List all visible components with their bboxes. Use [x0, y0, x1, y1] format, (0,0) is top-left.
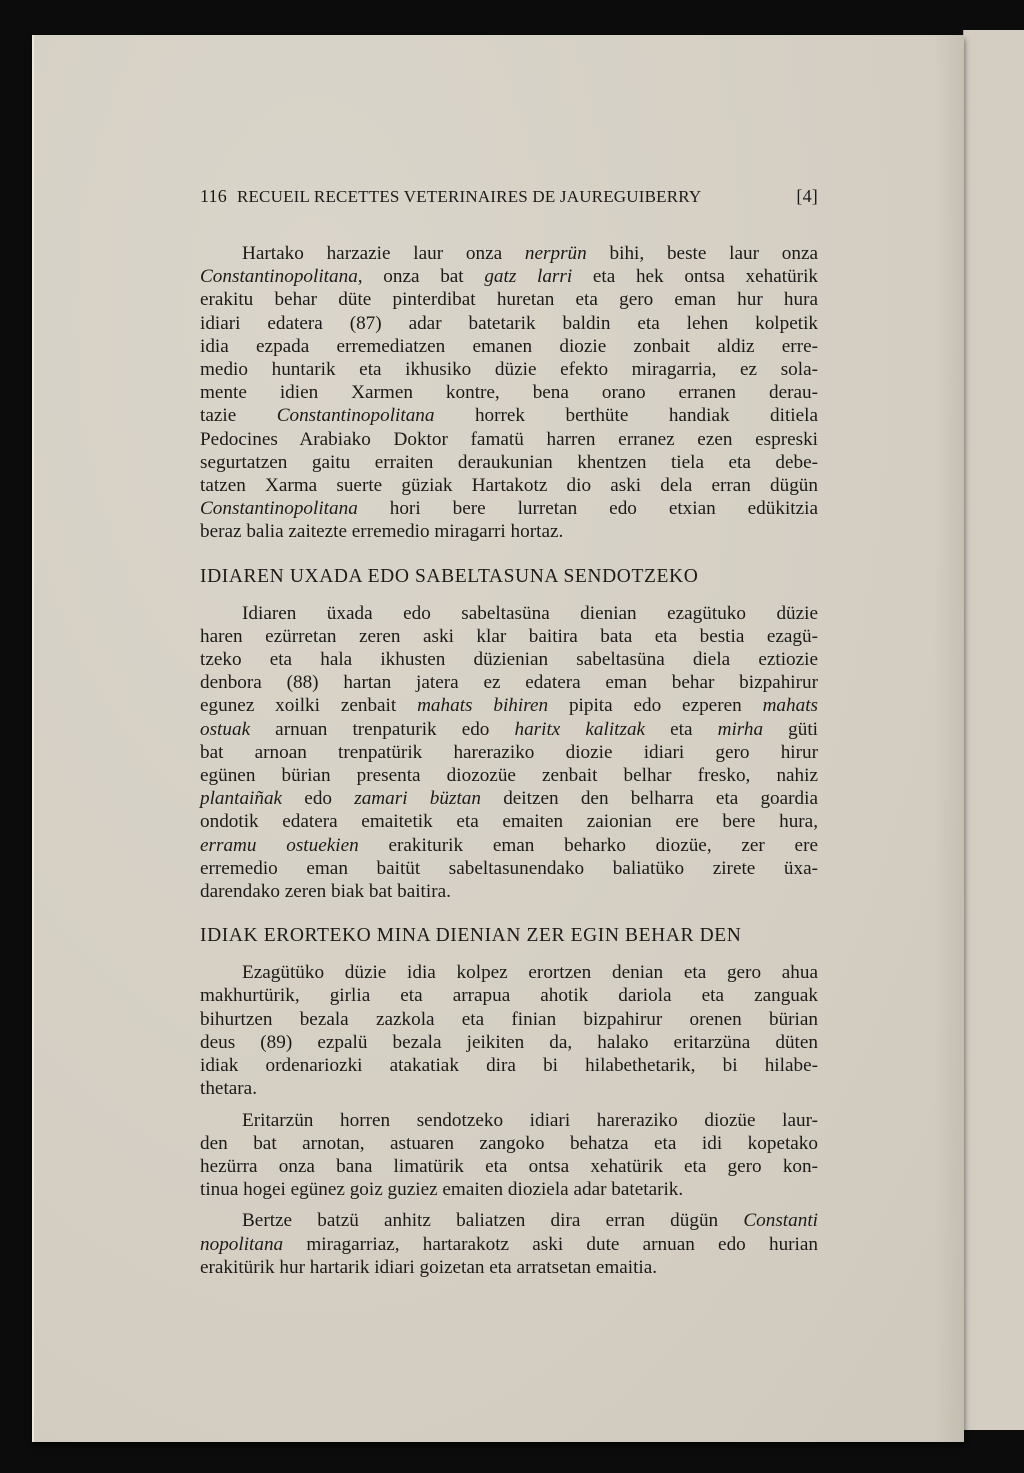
italic-term: mirha — [717, 718, 764, 740]
section-heading-2: IDIAK ERORTEKO MINA DIENIAN ZER EGIN BEHAR DEN — [200, 925, 742, 947]
text-block — [200, 186, 818, 1279]
italic-term: nopolitana — [200, 1233, 284, 1255]
gutter-shadow — [934, 35, 964, 1442]
text-line: Idiaren üxada edo sabeltasüna dienian ezagütuko düzie — [242, 602, 818, 624]
text-line: haren ezürretan zeren aski klar baitira bata eta bestia ezagü- — [200, 625, 818, 647]
text-line: ostuak arnuan trenpaturik edo haritx kalitzak eta mirha güti — [200, 718, 819, 740]
text-line: tatzen Xarma suerte güziak Hartakotz dio aski dela erran dügün — [200, 475, 818, 497]
text-line: thetara. — [200, 1078, 257, 1100]
text-line: tzeko eta hala ikhusten düzienian sabeltasüna diela eztiozie — [200, 649, 818, 671]
section-2-body — [200, 961, 818, 1279]
text-line: tinua hogei egünez goiz guziez emaiten dioziela adar batetarik. — [200, 1179, 684, 1201]
text-line: bat arnoan trenpatürik hareraziko diozie idiari gero hirur — [200, 741, 818, 763]
paragraph — [200, 1209, 818, 1279]
text-line: bihurtzen bezala zazkola eta finian bizpahirur orenen bürian — [200, 1008, 818, 1030]
text-line: erakitu behar düte pinterdibat huretan eta gero eman hur hura — [200, 289, 818, 311]
text-line: idiak ordenariozki atakatiak dira bi hilabethetarik, bi hilabe- — [200, 1055, 818, 1077]
text-line: nopolitana miragarriaz, hartarakotz aski dute arnuan edo hurian — [200, 1233, 818, 1255]
text-line: medio huntarik eta ikhusiko düzie efekto miragarria, ez sola- — [200, 359, 818, 381]
text-line: Bertze batzü anhitz baliatzen dira erran dügün Constanti — [242, 1210, 818, 1232]
section-heading-1: IDIAREN UXADA EDO SABELTASUNA SENDOTZEKO — [200, 565, 699, 587]
text-line: hezürra onza bana limatürik eta ontsa xehatürik eta gero kon- — [200, 1155, 818, 1177]
text-line: makhurtürik, girlia eta arrapua ahotik dariola eta zanguak — [200, 985, 818, 1007]
italic-term: Constanti — [743, 1210, 818, 1232]
page-number: 116 — [200, 186, 227, 206]
paragraph — [200, 1109, 818, 1202]
text-line: Pedocines Arabiako Doktor famatü harren erranez ezen espreski — [200, 428, 818, 450]
text-line: plantaiñak edo zamari büztan deitzen den belharra eta goardia — [200, 788, 818, 810]
italic-term: Constantinopolitana — [276, 405, 435, 427]
text-line: Ezagütüko düzie idia kolpez erortzen denian eta gero ahua — [242, 962, 818, 984]
text-line: mente idien Xarmen kontre, bena orano erranen derau- — [200, 382, 818, 404]
italic-term: Constantinopolitana — [200, 266, 358, 288]
facing-page-edge — [963, 30, 1024, 1430]
italic-term: mahats — [762, 695, 818, 717]
paragraph — [200, 602, 818, 904]
text-line: erremedio eman baitüt sabeltasunendako baliatüko zirete üxa- — [200, 857, 818, 879]
italic-term: haritx kalitzak — [514, 718, 646, 740]
text-line: tazie Constantinopolitana horrek berthüte handiak ditiela — [200, 405, 818, 427]
text-line: erakitürik hur hartarik idiari goizetan eta arratsetan emaitia. — [200, 1256, 658, 1278]
text-line: deus (89) ezpalü bezala jeikiten da, halako eritarzüna düten — [200, 1031, 818, 1053]
text-line: darendako zeren biak bat baitira. — [200, 881, 451, 903]
text-line: idiari edatera (87) adar batetarik baldin eta lehen kolpetik — [200, 312, 818, 334]
italic-term: ostuak — [200, 718, 251, 740]
section-number: [4] — [796, 186, 818, 206]
italic-term: zamari büztan — [354, 788, 481, 810]
text-line: Hartako harzazie laur onza nerprün bihi, beste laur onza — [242, 243, 819, 264]
text-line: Constantinopolitana hori bere lurretan edo etxian edükitzia — [200, 498, 818, 520]
paragraph — [200, 961, 818, 1100]
text-line: egunez xoilki zenbait mahats bihiren pipita edo ezperen mahats — [200, 695, 818, 717]
italic-term: erramu ostuekien — [200, 834, 359, 856]
text-line: den bat arnotan, astuaren zangoko behatza eta idi kopetako — [200, 1132, 818, 1154]
running-title: RECUEIL RECETTES VETERINAIRES DE JAUREGUIBERRY — [236, 187, 702, 206]
italic-term: mahats bihiren — [417, 695, 549, 717]
text-line: segurtatzen gaitu erraiten deraukunian khentzen tiela eta debe- — [200, 451, 818, 473]
text-line: erramu ostuekien erakiturik eman beharko diozüe, zer ere — [200, 834, 818, 856]
italic-term: Constantinopolitana — [200, 498, 358, 520]
text-line: beraz balia zaitezte erremedio miragarri hortaz. — [200, 521, 564, 543]
section-1-body — [200, 602, 818, 904]
text-line: ondotik edatera emaitetik eta emaiten zaionian ere bere hura, — [200, 811, 818, 833]
intro-paragraph — [200, 242, 818, 544]
text-line: Constantinopolitana, onza bat gatz larri eta hek ontsa xehatürik — [200, 266, 818, 288]
text-line: denbora (88) hartan jatera ez edatera eman behar bizpahirur — [200, 672, 818, 694]
running-head — [200, 186, 818, 220]
text-line: egünen bürian presenta diozozüe zenbait belhar fresko, nahiz — [200, 765, 818, 787]
text-line: idia ezpada erremediatzen emanen diozie zonbait aldiz erre- — [200, 335, 818, 357]
italic-term: nerprün — [524, 243, 587, 264]
italic-term: gatz larri — [484, 266, 573, 288]
italic-term: plantaiñak — [200, 788, 283, 810]
text-line: Eritarzün horren sendotzeko idiari hareraziko diozüe laur- — [242, 1109, 818, 1131]
